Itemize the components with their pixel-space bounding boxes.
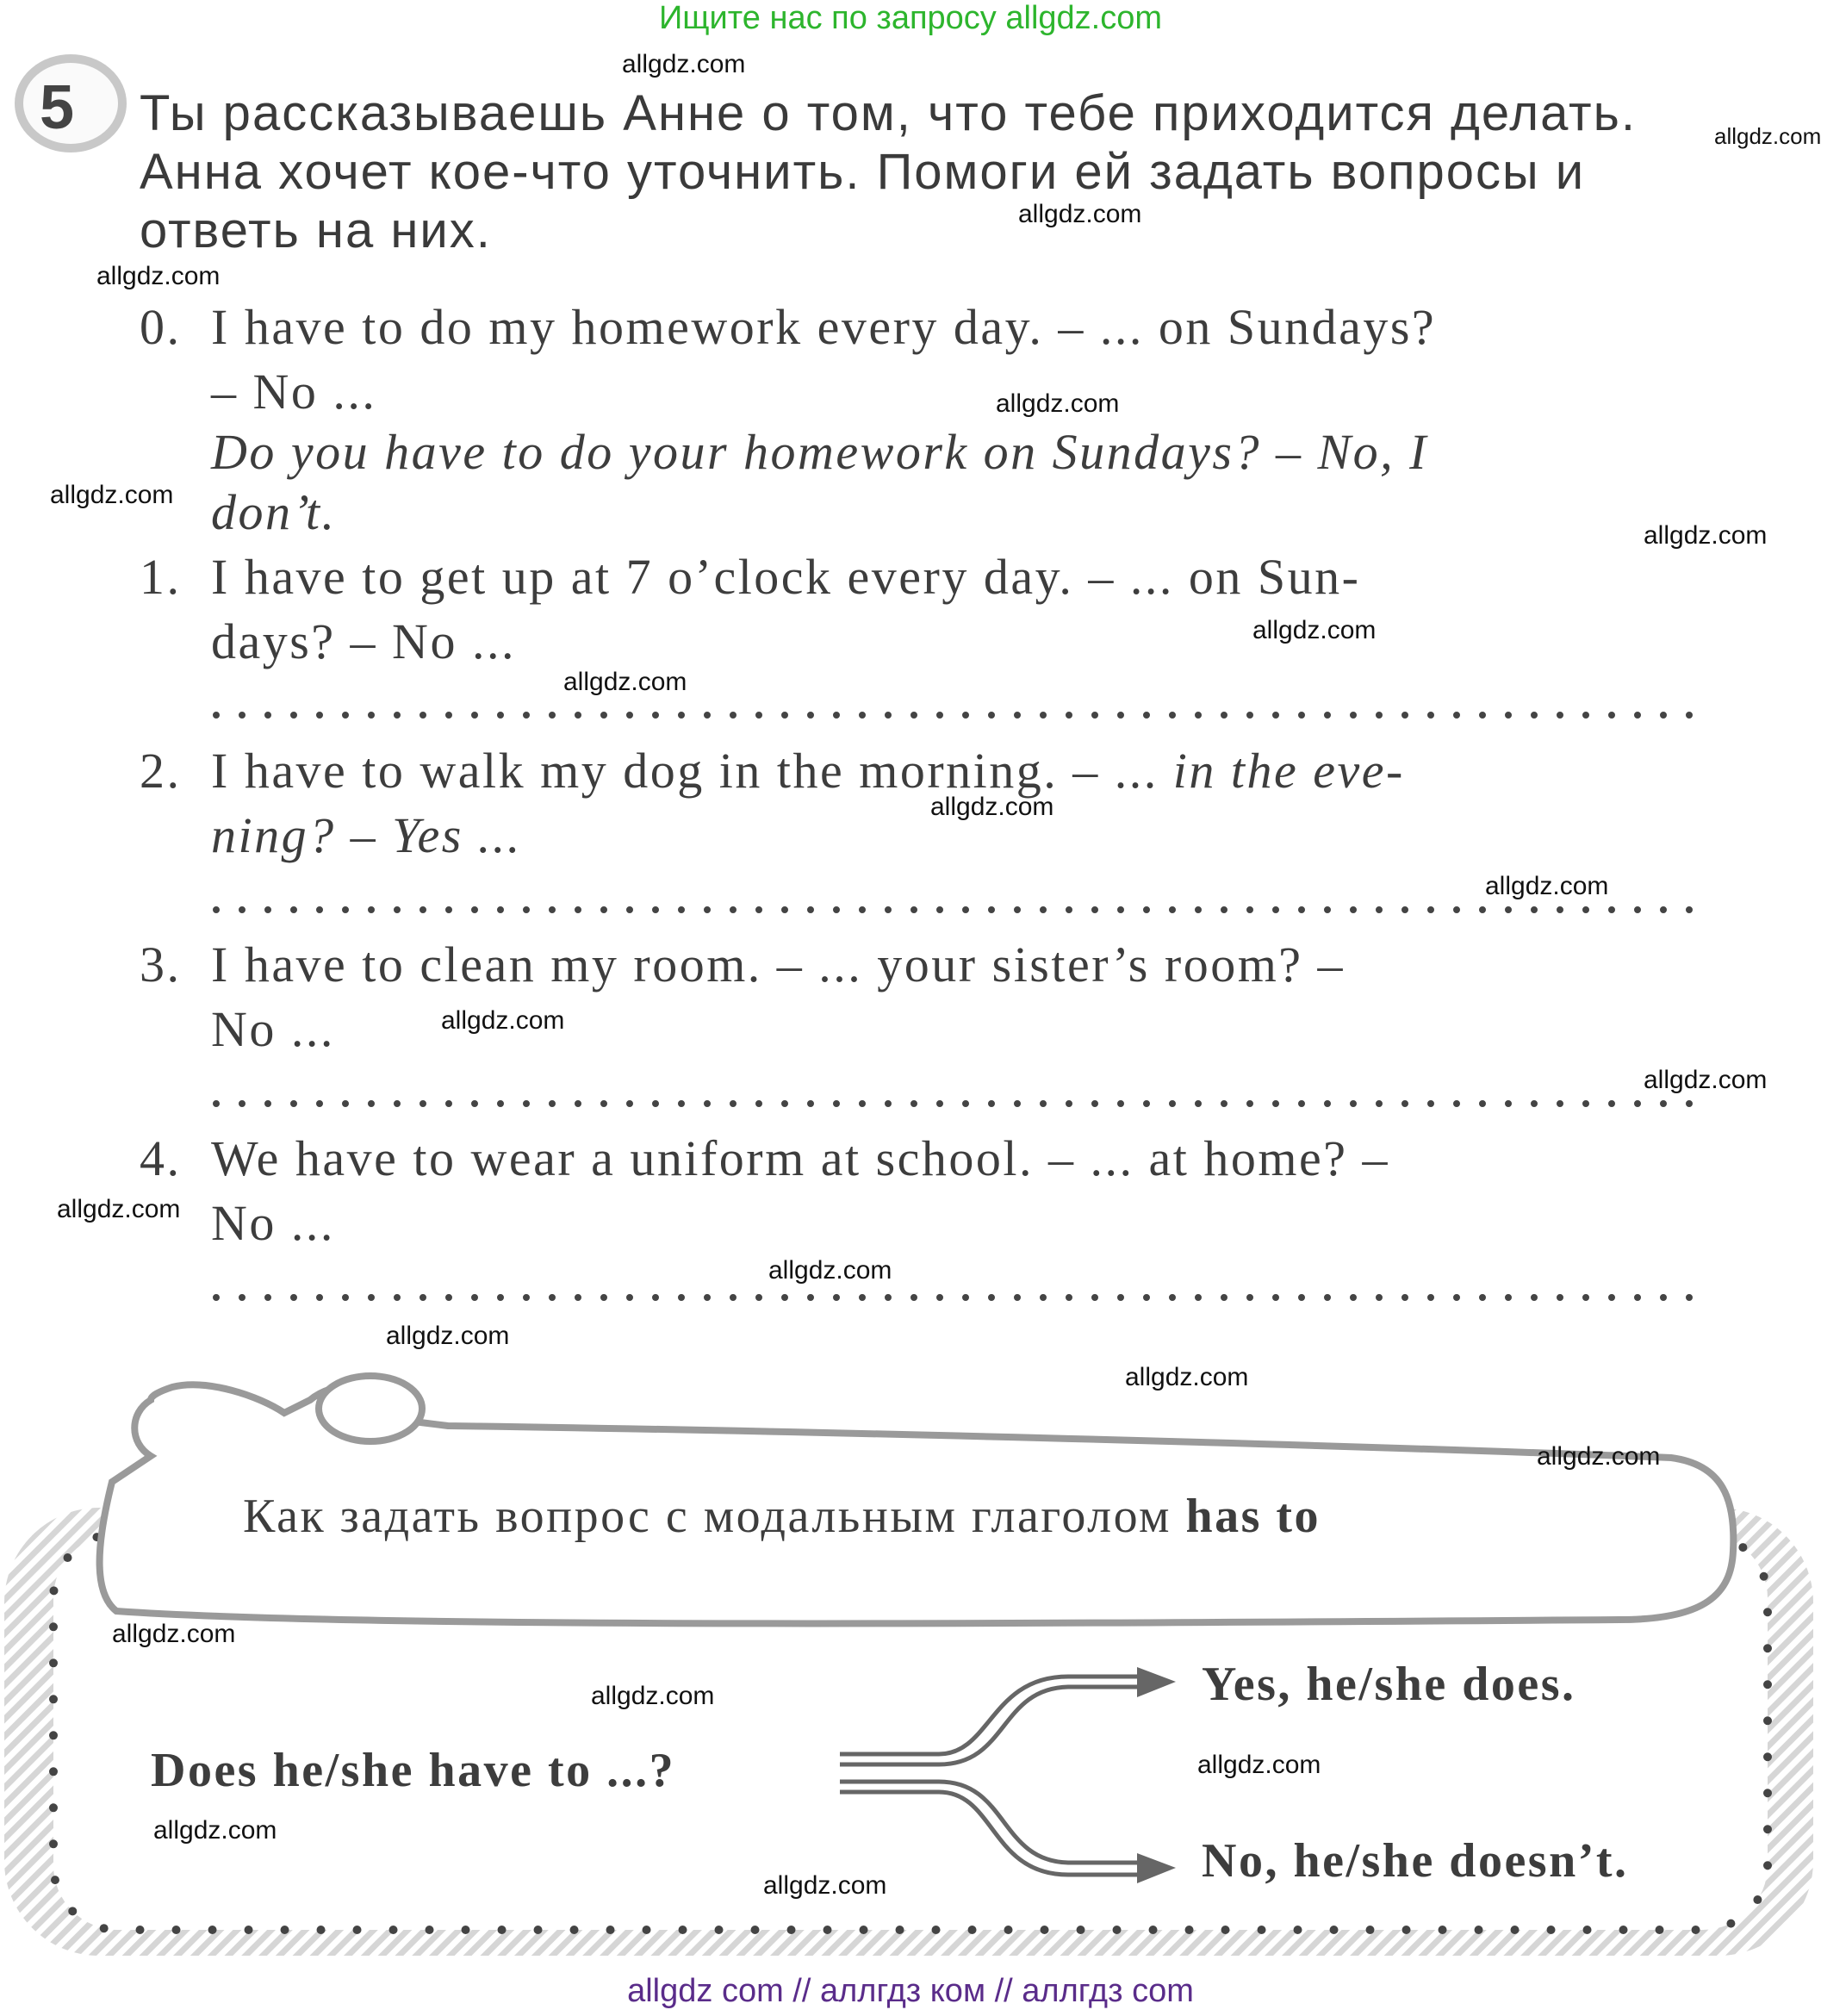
instruction-line-2: Анна хочет кое-что уточнить. Помоги ей задать вопросы и — [140, 144, 1586, 200]
item-1-number: 1. — [140, 549, 182, 605]
rule-title — [243, 1486, 1321, 1546]
item-0-line-2: – No ... — [211, 364, 377, 420]
example-answer-line-1: Do you have to do your homework on Sundays? – No, I — [211, 424, 1428, 480]
item-2-line-1 — [211, 741, 1405, 801]
watermark: allgdz.com — [441, 1006, 565, 1035]
rule-title-plain: Как задать вопрос с модальным глаголом — [243, 1490, 1172, 1543]
rule-title-bold: has to — [1185, 1490, 1321, 1543]
item-2-line-2: ning? – Yes ... — [211, 807, 522, 863]
answer-line-4[interactable] — [211, 1292, 1693, 1303]
rule-answer-no: No, he/she doesn’t. — [1202, 1834, 1629, 1888]
watermark: allgdz.com — [768, 1256, 892, 1285]
item-3-number: 3. — [140, 936, 182, 992]
rule-question: Does he/she have to ...? — [151, 1744, 676, 1797]
watermark: allgdz.com — [591, 1682, 715, 1710]
watermark: allgdz.com — [1252, 616, 1377, 644]
item-4-line-2: No ... — [211, 1195, 335, 1251]
watermark: allgdz.com — [1197, 1751, 1321, 1779]
item-2-line-1-italic: in the eve- — [1172, 743, 1405, 799]
watermark: allgdz.com — [622, 50, 746, 78]
rule-answer-yes: Yes, he/she does. — [1202, 1658, 1576, 1711]
answer-line-2[interactable] — [211, 905, 1693, 915]
watermark: allgdz.com — [1018, 200, 1142, 228]
answer-line-3[interactable] — [211, 1098, 1693, 1109]
watermark: allgdz.com — [96, 262, 221, 290]
top-banner-link[interactable]: Ищите нас по запросу allgdz.com — [658, 0, 1162, 36]
watermark: allgdz.com — [563, 668, 687, 696]
watermark: allgdz.com — [1644, 521, 1768, 550]
watermark: allgdz.com — [996, 389, 1120, 418]
watermark: allgdz.com — [1125, 1363, 1249, 1391]
watermark: allgdz.com — [1644, 1066, 1768, 1094]
watermark: allgdz.com — [57, 1195, 181, 1223]
watermark: allgdz.com — [112, 1620, 236, 1648]
item-0-number: 0. — [140, 299, 182, 355]
answer-line-1[interactable] — [211, 710, 1693, 720]
item-4-line-1: We have to wear a uniform at school. – ... at home? – — [211, 1130, 1389, 1186]
example-answer-line-2: don’t. — [211, 484, 337, 540]
item-4-number: 4. — [140, 1130, 182, 1186]
item-1-line-2: days? – No ... — [211, 613, 516, 669]
item-2-number: 2. — [140, 743, 182, 799]
item-3-line-1: I have to clean my room. – ... your sister’s room? – — [211, 936, 1346, 992]
item-0-line-1: I have to do my homework every day. – ... on Sundays? — [211, 299, 1437, 355]
watermark: allgdz.com — [50, 481, 174, 509]
footer-links[interactable]: allgdz com // аллгдз ком // аллгдз com — [627, 1973, 1194, 2009]
watermark: allgdz.com — [1485, 872, 1609, 900]
watermark: allgdz.com — [1714, 123, 1821, 149]
item-1-line-1: I have to get up at 7 o’clock every day. – ... on Sun- — [211, 549, 1361, 605]
exercise-number: 5 — [40, 73, 75, 142]
watermark: allgdz.com — [386, 1322, 510, 1350]
instruction-line-3: ответь на них. — [140, 202, 492, 258]
item-2-line-1-plain: I have to walk my dog in the morning. – ... — [211, 743, 1159, 799]
watermark: allgdz.com — [930, 793, 1054, 821]
instruction-line-1: Ты рассказываешь Анне о том, что тебе приходится делать. — [140, 85, 1637, 141]
item-3-line-2: No ... — [211, 1001, 335, 1057]
watermark: allgdz.com — [153, 1816, 277, 1845]
watermark: allgdz.com — [763, 1871, 887, 1900]
watermark: allgdz.com — [1537, 1442, 1661, 1471]
